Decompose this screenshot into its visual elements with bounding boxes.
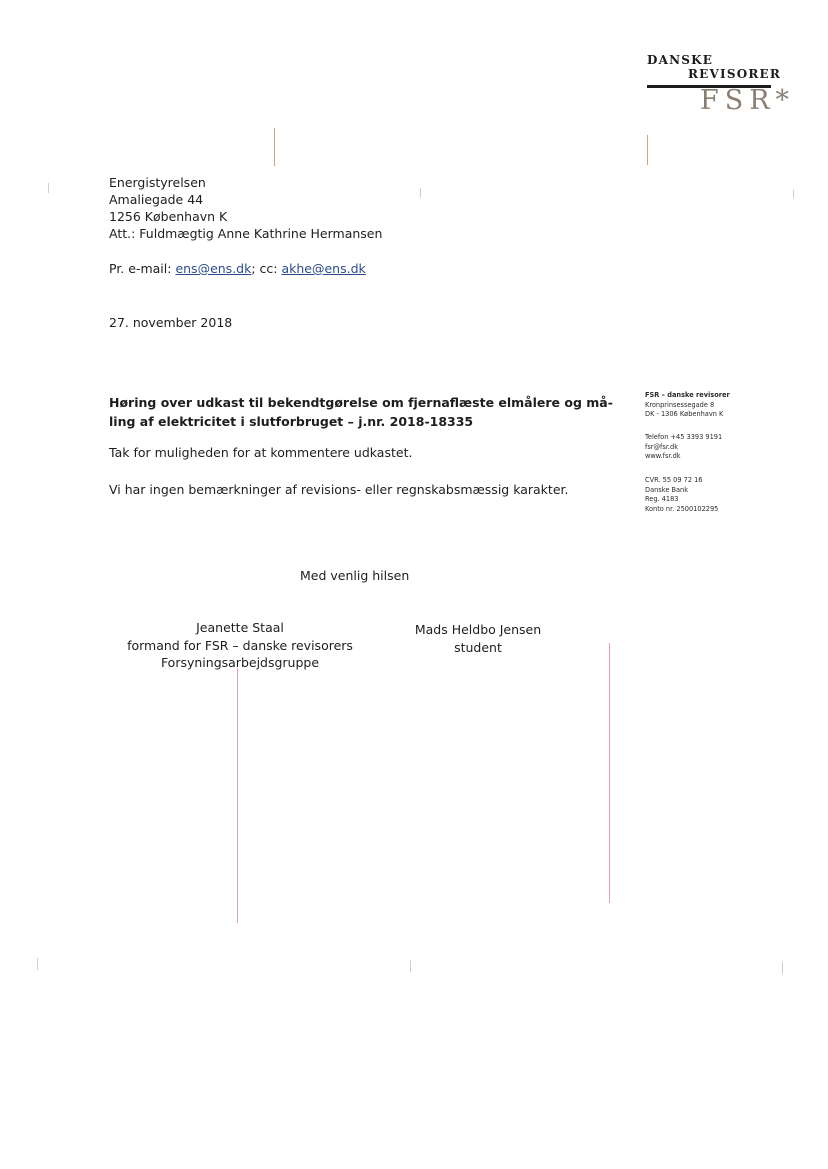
sidebar-street: Kronprinsessegade 8: [645, 400, 715, 409]
scan-mark: [237, 668, 238, 923]
logo-line-revisorer: REVISORER: [688, 67, 782, 81]
sidebar-account: Konto nr. 2500102295: [645, 504, 719, 513]
recipient-line: 1256 København K: [109, 209, 228, 224]
scan-mark: [782, 962, 783, 974]
sidebar-cvr: CVR. 55 09 72 16: [645, 476, 703, 484]
sidebar-phone: Telefon +45 3393 9191: [645, 433, 723, 441]
sidebar-web: www.fsr.dk: [645, 452, 681, 461]
letter-date: 27. november 2018: [109, 315, 233, 330]
signer-name: Mads Heldbo Jensen: [414, 622, 542, 637]
signature-right: [378, 621, 578, 656]
sidebar-email: fsr@fsr.dk: [645, 442, 679, 451]
signer-title: formand for FSR – danske revisorers: [127, 637, 353, 653]
recipient-line: Energistyrelsen: [109, 175, 206, 190]
scan-mark: [647, 135, 648, 165]
signer-title: student: [454, 639, 502, 655]
closing-greeting: Med venlig hilsen: [300, 568, 410, 583]
sidebar-contact: [645, 433, 722, 462]
subject-line: Høring over udkast til bekendtgørelse om fjernaflæste elmålere og må-: [109, 395, 613, 410]
recipient-address: [109, 174, 382, 242]
scan-mark: [37, 958, 38, 970]
body-paragraph: Tak for muligheden for at kommentere udkastet.: [109, 445, 413, 460]
scan-mark: [609, 643, 610, 903]
scan-mark: [274, 128, 275, 166]
scan-mark: [48, 183, 49, 193]
subject-line: ling af elektricitet i slutforbruget – j.nr. 2018-18335: [109, 414, 474, 429]
email-line: [109, 261, 366, 276]
email-link-cc[interactable]: akhe@ens.dk: [281, 261, 366, 276]
logo-line-danske: DANSKE: [647, 53, 714, 67]
sidebar-org: FSR – danske revisorer: [645, 391, 730, 399]
signer-name: Jeanette Staal: [196, 620, 284, 635]
sidebar-bankname: Danske Bank: [645, 485, 689, 494]
letter-subject: [109, 393, 629, 431]
sidebar-reg: Reg. 4183: [645, 495, 679, 504]
email-link-primary[interactable]: ens@ens.dk: [175, 261, 252, 276]
sidebar-address: [645, 391, 730, 420]
email-prefix: Pr. e-mail:: [109, 261, 176, 276]
email-separator: ; cc:: [251, 261, 282, 276]
recipient-line: Amaliegade 44: [109, 192, 204, 207]
sidebar-city: DK - 1306 København K: [645, 410, 724, 419]
fsr-logo-mark: FSR*: [700, 85, 796, 116]
scan-mark: [410, 960, 411, 972]
signature-left: [90, 619, 390, 672]
body-paragraph: Vi har ingen bemærkninger af revisions- eller regnskabsmæssig karakter.: [109, 482, 569, 497]
scan-mark: [793, 190, 794, 198]
signer-title: Forsyningsarbejdsgruppe: [160, 655, 320, 670]
scan-mark: [420, 188, 421, 198]
recipient-line: Att.: Fuldmægtig Anne Kathrine Hermansen: [109, 226, 383, 241]
sidebar-bank: [645, 476, 718, 514]
